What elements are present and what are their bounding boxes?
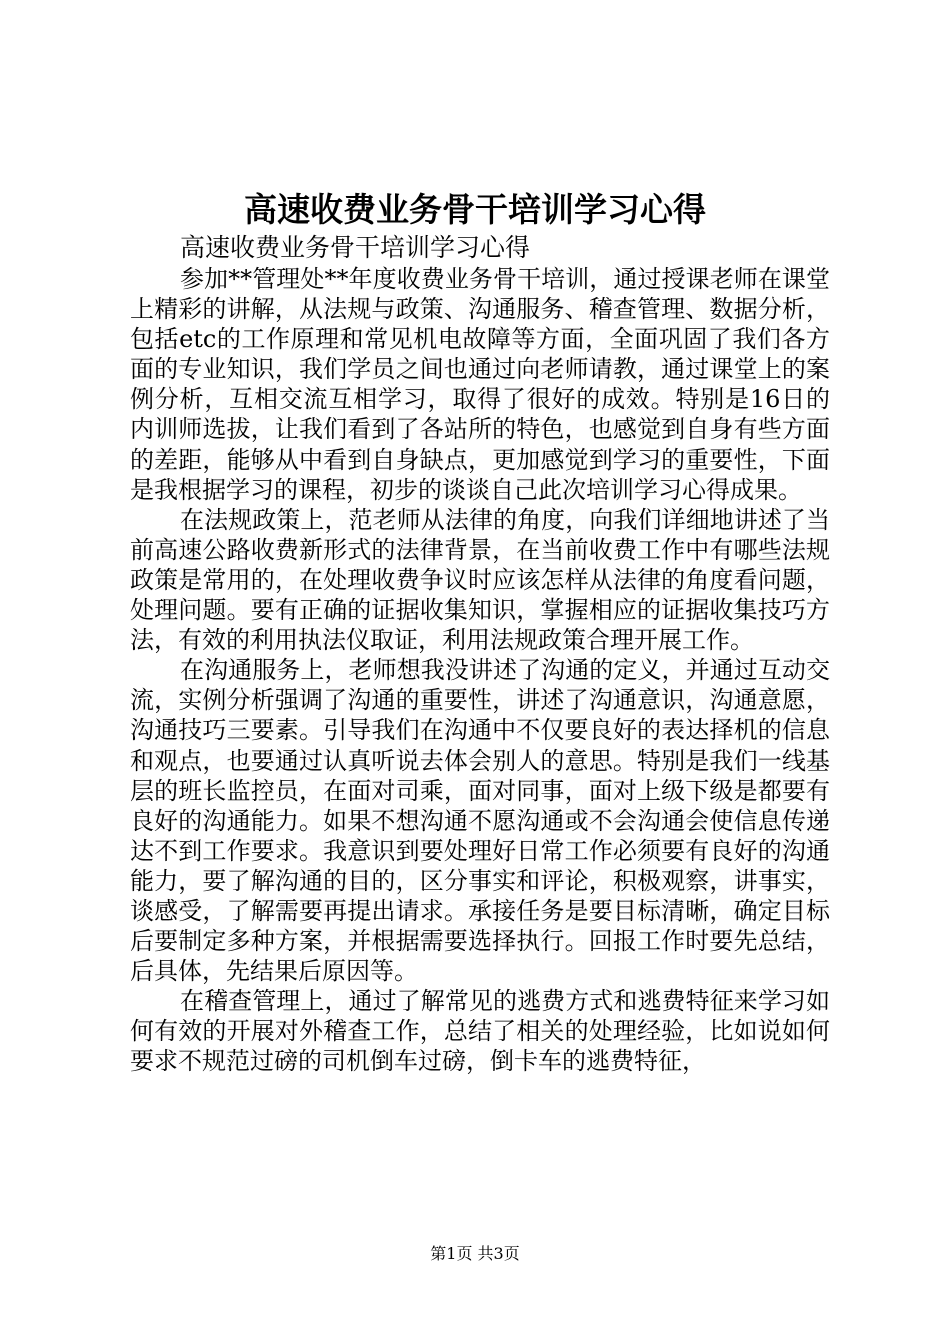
paragraph-regulations: 在法规政策上，范老师从法律的角度，向我们详细地讲述了当前高速公路收费新形式的法律背景，在当前收费工作中有哪些法规政策是常用的，在处理收费争议时应该怎样从法律的角度看问题，处理问题。要有正确的证据收集知识，掌握相应的证据收集技巧方法，有效的利用执法仪取证，利用法规政策合理开展工作。: [130, 505, 830, 655]
document-subtitle: 高速收费业务骨干培训学习心得: [180, 233, 531, 262]
page-number-footer: 第1页 共3页: [430, 1244, 520, 1263]
paragraph-communication: 在沟通服务上，老师想我没讲述了沟通的定义，并通过互动交流，实例分析强调了沟通的重要性，讲述了沟通意识，沟通意愿，沟通技巧三要素。引导我们在沟通中不仅要良好的表达择机的信息和观点，也要通过认真听说去体会别人的意思。特别是我们一线基层的班长监控员，在面对司乘，面对同事，面对上级下级是都要有良好的沟通能力。如果不想沟通不愿沟通或不会沟通会使信息传递达不到工作要求。我意识到要处理好日常工作必须要有良好的沟通能力，要了解沟通的目的，区分事实和评论，积极观察，讲事实，谈感受，了解需要再提出请求。承接任务是要目标清晰，确定目标后要制定多种方案，并根据需要选择执行。回报工作时要先总结，后具体，先结果后原因等。: [130, 656, 830, 986]
document-title: 高速收费业务骨干培训学习心得: [244, 190, 706, 229]
paragraph-intro: 参加**管理处**年度收费业务骨干培训，通过授课老师在课堂上精彩的讲解，从法规与政策、沟通服务、稽查管理、数据分析，包括etc的工作原理和常见机电故障等方面，全面巩固了我们各方面的专业知识，我们学员之间也通过向老师请教，通过课堂上的案例分析，互相交流互相学习，取得了很好的成效。特别是16日的内训师选拔，让我们看到了各站所的特色，也感觉到自身有些方面的差距，能够从中看到自身缺点，更加感觉到学习的重要性，下面是我根据学习的课程，初步的谈谈自己此次培训学习心得成果。: [130, 265, 830, 504]
document-body: [130, 264, 830, 1077]
paragraph-inspection: 在稽查管理上，通过了解常见的逃费方式和逃费特征来学习如何有效的开展对外稽查工作，总结了相关的处理经验，比如说如何要求不规范过磅的司机倒车过磅，倒卡车的逃费特征，: [130, 987, 830, 1076]
